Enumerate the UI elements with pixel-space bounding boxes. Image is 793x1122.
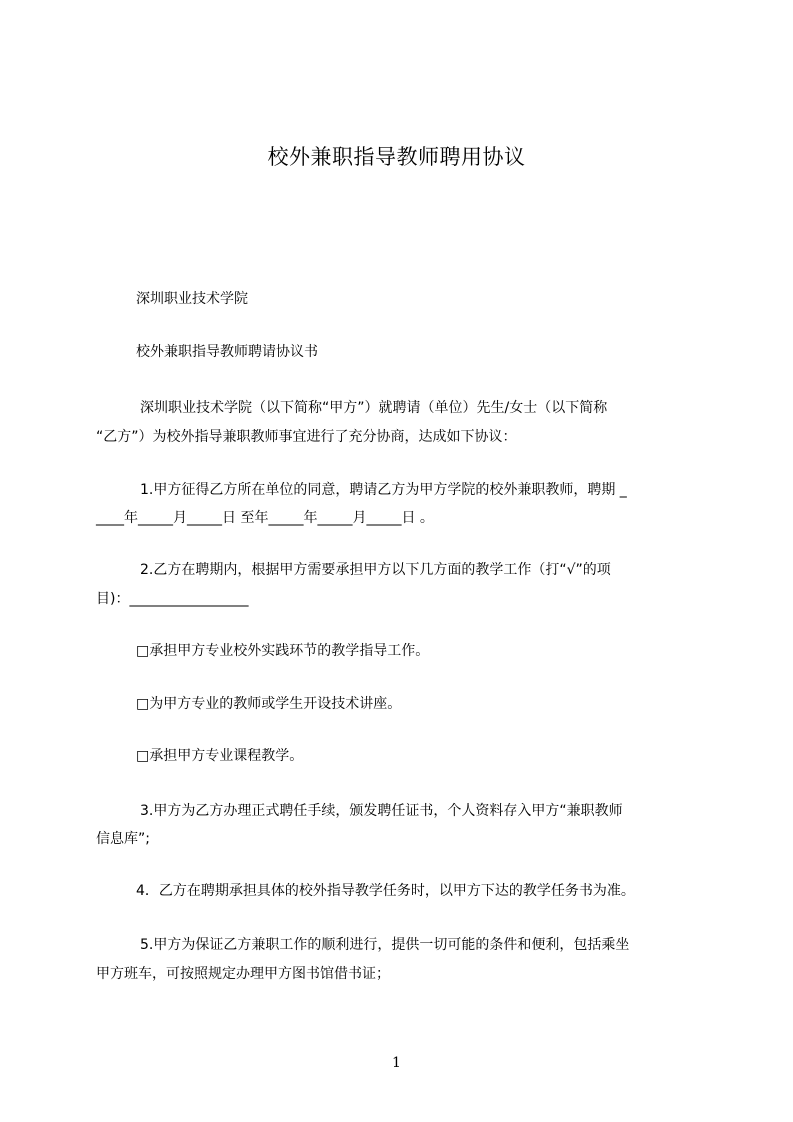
- paragraph-line: 目)：_________________: [96, 591, 249, 607]
- paragraph-line: 甲方班车，可按照规定办理甲方图书馆借书证；: [96, 966, 390, 982]
- clause-1-cont: [96, 501, 706, 536]
- checkbox-item-practice: [96, 634, 746, 669]
- paragraph-line: 2.乙方在聘期内，根据甲方需要承担甲方以下几方面的教学工作（打“√”的项: [140, 562, 611, 578]
- paragraph-line: □承担甲方专业课程教学。: [136, 748, 304, 764]
- paragraph-subtitle: [96, 335, 746, 370]
- paragraph-line: 1.甲方征得乙方所在单位的同意，聘请乙方为甲方学院的校外兼职教师，聘期 _: [140, 482, 627, 498]
- clause-5-cont: [96, 957, 706, 992]
- paragraph-institution: [96, 282, 746, 317]
- checkbox-item-lecture: [96, 687, 746, 722]
- page-number: 1: [392, 1055, 401, 1071]
- paragraph-line: □为甲方专业的教师或学生开设技术讲座。: [136, 696, 402, 712]
- paragraph-line: 5.甲方为保证乙方兼职工作的顺利进行，提供一切可能的条件和便利，包括乘坐: [140, 937, 630, 953]
- document-title: 校外兼职指导教师聘用协议: [267, 145, 526, 169]
- checkbox-item-course: [96, 739, 746, 774]
- paragraph-intro-cont: [96, 420, 706, 455]
- paragraph-line: 3.甲方为乙方办理正式聘任手续，颁发聘任证书，个人资料存入甲方“兼职教师: [140, 803, 623, 819]
- paragraph-line: ____年_____月_____日 至年_____年_____月_____日 。: [96, 510, 434, 526]
- paragraph-line: 信息库”;: [96, 831, 150, 847]
- paragraph-line: □承担甲方专业校外实践环节的教学指导工作。: [136, 643, 430, 659]
- clause-2-cont: [96, 582, 706, 617]
- paragraph-line: 深圳职业技术学院（以下简称“甲方”）就聘请（单位）先生/女士（以下简称: [140, 400, 608, 416]
- clause-4: [96, 874, 746, 909]
- paragraph-line: 深圳职业技术学院: [136, 291, 248, 307]
- paragraph-line: 校外兼职指导教师聘请协议书: [136, 344, 318, 360]
- clause-3-cont: [96, 822, 706, 857]
- paragraph-line: 4．乙方在聘期承担具体的校外指导教学任务时，以甲方下达的教学任务书为准。: [136, 883, 635, 899]
- paragraph-line: “乙方”）为校外指导兼职教师事宜进行了充分协商，达成如下协议：: [96, 429, 517, 445]
